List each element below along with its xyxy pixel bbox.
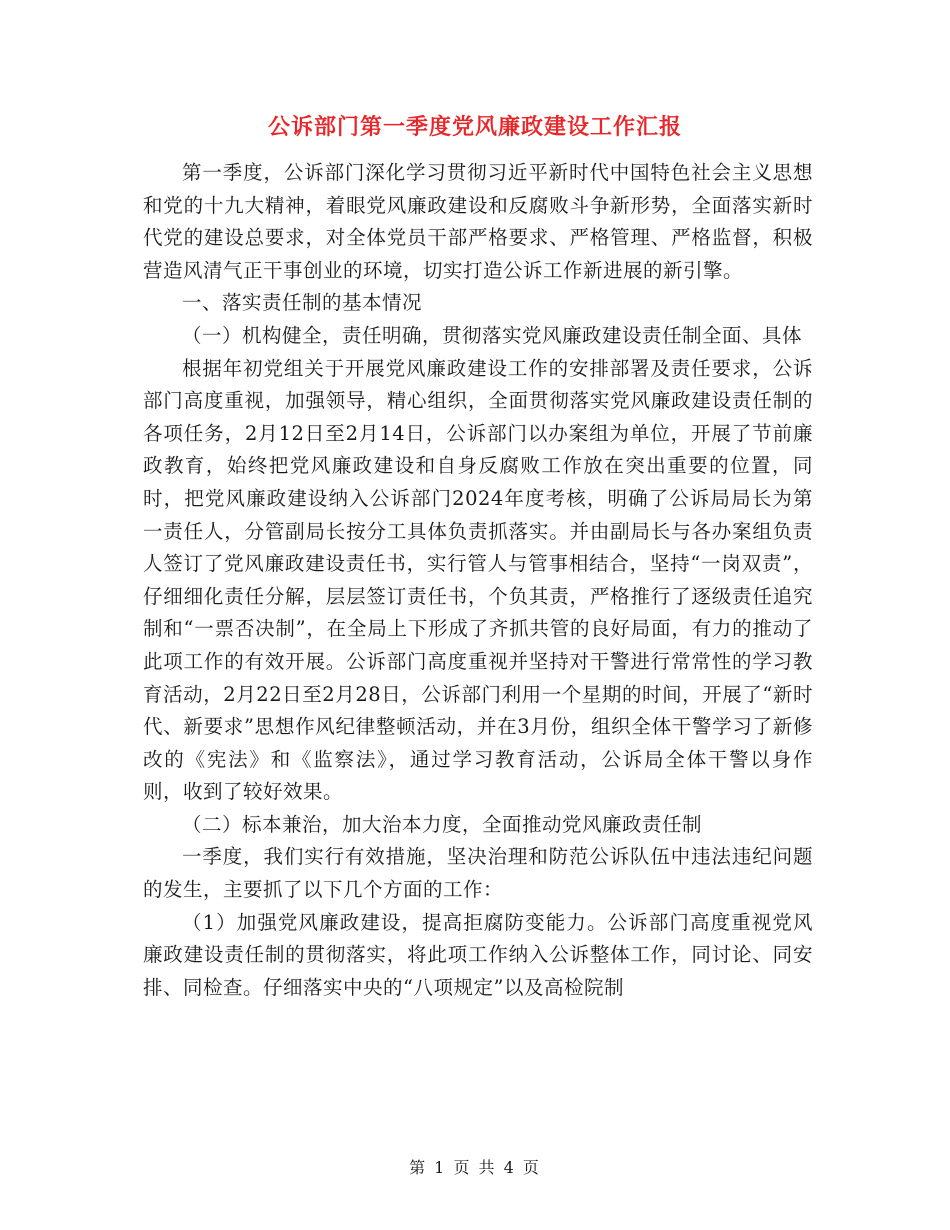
paragraph-measures: 一季度，我们实行有效措施，坚决治理和防范公诉队伍中违法违纪问题的发生，主要抓了以下几个方面的工作： (143, 845, 813, 902)
page-footer: 第 1 页 共 4 页 (409, 1158, 541, 1177)
document-title: 公诉部门第一季度党风廉政建设工作汇报 (267, 115, 682, 140)
document-body (143, 157, 813, 1004)
section-heading-1: 一、落实责任制的基本情况 (182, 291, 423, 315)
paragraph-responsibility: 根据年初党组关于开展党风廉政建设工作的安排部署及责任要求，公诉部门高度重视，加强领导，精心组织，全面贯彻落实党风廉政建设责任制的各项任务，2月12日至2月14日，公诉部门以办案组为单位，开展了节前廉政教育，始终把党风廉政建设和自身反腐败工作放在突出重要的位置，同时，把党风廉政建设纳入公诉部门2024年度考核，明确了公诉局局长为第一责任人，分管副局长按分工具体负责抓落实。并由副局长与各办案组负责人签订了党风廉政建设责任书，实行管人与管事相结合，坚持“一岗双责”，仔细细化责任分解，层层签订责任书，个负其责，严格推行了逐级责任追究制和“一票否决制”，在全局上下形成了齐抓共管的良好局面，有力的推动了此项工作的有效开展。公诉部门高度重视并坚持对干警进行常常性的学习教育活动，2月22日至2月28日，公诉部门利用一个星期的时间，开展了“新时代、新要求”思想作风纪律整顿活动，并在3月份，组织全体干警学习了新修改的《宪法》和《监察法》，通过学习教育活动，公诉局全体干警以身作则，收到了较好效果。 (143, 356, 813, 804)
paragraph-intro: 第一季度，公诉部门深化学习贯彻习近平新时代中国特色社会主义思想和党的十九大精神，着眼党风廉政建设和反腐败斗争新形势，全面落实新时代党的建设总要求，对全体党员干部严格要求、严格管理、严格监督，积极营造风清气正干事创业的环境，切实打造公诉工作新进展的新引擎。 (143, 161, 813, 282)
subsection-heading-2: （二）标本兼治，加大治本力度，全面推动党风廉政责任制 (182, 812, 703, 836)
subsection-heading-1: （一）机构健全，责任明确，贯彻落实党风廉政建设责任制全面、具体 (182, 323, 803, 347)
paragraph-item-1: （1）加强党风廉政建设，提高拒腐防变能力。公诉部门高度重视党风廉政建设责任制的贯彻落实，将此项工作纳入公诉整体工作，同讨论、同安排、同检查。仔细落实中央的“八项规定”以及高检院制 (143, 910, 813, 999)
